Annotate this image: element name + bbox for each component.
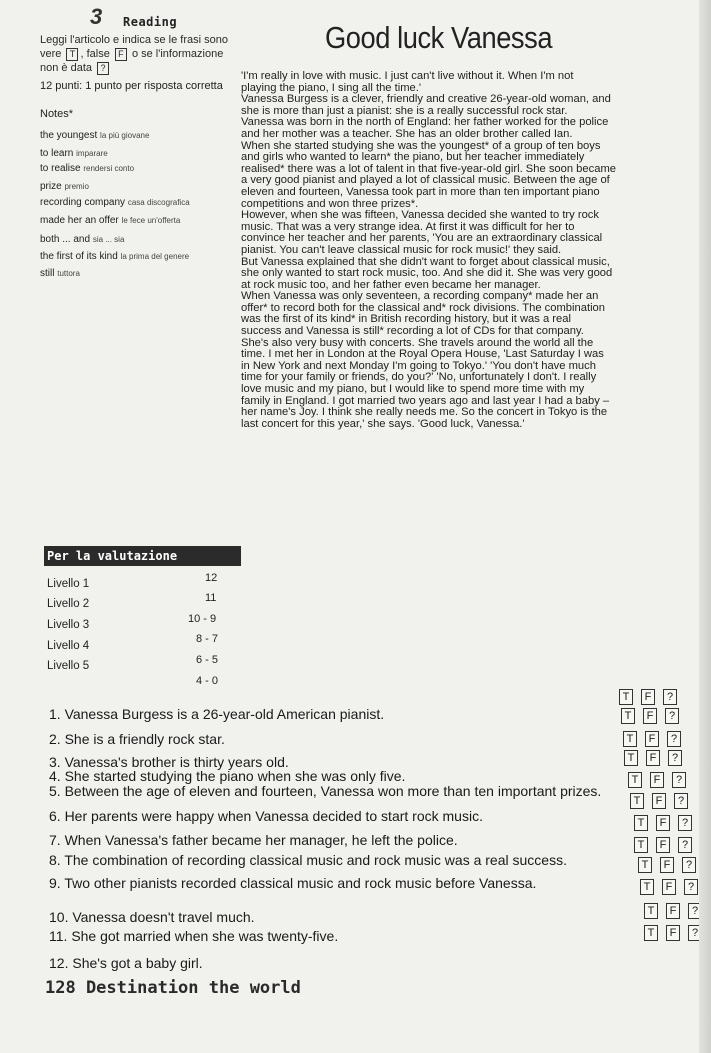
false-checkbox[interactable]: F [650, 772, 664, 788]
article-line: However, when she was fifteen, Vanessa decided she wanted to try rock [241, 209, 599, 222]
score-range: 10 - 9 [188, 613, 217, 625]
note-item: to learn imparare [40, 148, 108, 159]
answer-options [634, 837, 692, 853]
note-item: to realise rendersi conto [40, 163, 135, 174]
question-text: 8. The combination of recording classical music and rock music was a real success. [49, 852, 567, 868]
not-given-checkbox[interactable]: ? [682, 857, 696, 873]
score-range: 4 - 0 [196, 675, 219, 687]
not-given-checkbox[interactable]: ? [688, 903, 702, 919]
answer-options [638, 857, 696, 873]
article-line: music. That was a very strange idea. At first it was difficult for her to [241, 220, 575, 233]
question-text: 9. Two other pianists recorded classical music and rock music before Vanessa. [49, 875, 537, 891]
true-checkbox[interactable]: T [624, 750, 638, 766]
instructions [40, 33, 240, 75]
question-text: 6. Her parents were happy when Vanessa decided to start rock music. [49, 808, 483, 824]
article-line: in New York and next Monday I'm going to Tokyo.' 'You don't have much [241, 359, 596, 372]
instructions-text-2: o se l'informazione non è data [40, 48, 224, 74]
article-line: success and Vanessa is still* recording a lot of CDs for that company. [241, 325, 584, 338]
footer-page-title: 128 Destination the world [45, 978, 301, 998]
false-checkbox[interactable]: F [646, 750, 660, 766]
false-checkbox[interactable]: F [652, 793, 666, 809]
true-checkbox[interactable]: T [628, 772, 642, 788]
article-title: Good luck Vanessa [325, 20, 553, 55]
article-line: competitions and won three prizes*. [241, 197, 419, 210]
question-text: 5. Between the age of eleven and fourteen, Vanessa won more than ten important prizes. [49, 783, 602, 799]
note-item: recording company casa discografica [40, 197, 190, 208]
article-body [241, 71, 661, 430]
true-checkbox[interactable]: T [638, 857, 652, 873]
answer-options [628, 772, 686, 788]
section-number: 3 [90, 4, 103, 29]
article-line: 'I'm really in love with music. I just can't live without it. When I'm not [241, 70, 574, 82]
question-text: 2. She is a friendly rock star. [49, 731, 225, 747]
true-checkbox[interactable]: T [630, 793, 644, 809]
article-line: convince her teacher and her parents, 'You are an extraordinary classical [241, 232, 603, 245]
true-checkbox[interactable]: T [644, 925, 658, 941]
true-checkbox[interactable]: T [621, 708, 635, 724]
article-line: playing the piano, I sing all the time.' [241, 81, 421, 94]
instructions-text: Leggi l'articolo e indica se le frasi sono vere [40, 34, 228, 60]
article-line: But Vanessa explained that she didn't want to forget about classical music, [241, 255, 610, 268]
article-line: at rock music too, and her father even became her manager. [241, 278, 541, 291]
false-checkbox[interactable]: F [662, 879, 676, 895]
article-line: realised* there was a lot of talent in that five-year-old girl. She soon became [241, 162, 616, 175]
score-range: 8 - 7 [196, 633, 219, 645]
true-checkbox[interactable]: T [644, 903, 658, 919]
not-given-checkbox[interactable]: ? [667, 731, 681, 747]
article-line: When Vanessa was only seventeen, a recording company* made her an [241, 290, 599, 303]
article-line: pianist. You can't leave classical music for rock music!' they said. [241, 243, 562, 256]
article-line: When she started studying she was the youngest* of a group of ten boys [241, 139, 601, 152]
article-line: time for your family or friends, do you?' 'No, unfortunately I don't. I really [241, 371, 597, 384]
level-label: Livello 5 [47, 660, 90, 672]
valutazione-title: Per la valutazione [44, 546, 241, 566]
article-line: her name's Joy. I think she really needs me. So the concert in Tokyo is the [241, 406, 608, 419]
page-edge [699, 0, 711, 1053]
article-line: a very good pianist and played a lot of classical music. Between the age of [241, 174, 610, 187]
answer-options [630, 793, 688, 809]
score-range: 12 [205, 572, 218, 584]
question-text: 1. Vanessa Burgess is a 26-year-old American pianist. [49, 706, 385, 722]
false-checkbox[interactable]: F [641, 689, 655, 705]
article-line: and girls who wanted to learn* the piano, but her teacher immediately [241, 151, 585, 164]
note-item: the youngest la più giovane [40, 130, 150, 141]
question-text: 11. She got married when she was twenty-five. [49, 928, 339, 944]
article-line: Vanessa was born in the north of England: her father worked for the police [241, 116, 609, 129]
not-given-checkbox[interactable]: ? [678, 837, 692, 853]
true-checkbox[interactable]: T [634, 815, 648, 831]
article-line: She's also very busy with concerts. She travels around the world all the [241, 336, 594, 349]
note-item: still tuttora [40, 268, 80, 279]
score-range: 11 [205, 592, 217, 604]
true-checkbox[interactable]: T [634, 837, 648, 853]
level-label: Livello 2 [47, 598, 90, 610]
true-checkbox[interactable]: T [619, 689, 633, 705]
answer-options [640, 879, 698, 895]
true-checkbox[interactable]: T [623, 731, 637, 747]
false-checkbox[interactable]: F [666, 903, 680, 919]
false-checkbox[interactable]: F [666, 925, 680, 941]
not-given-checkbox[interactable]: ? [668, 750, 682, 766]
false-checkbox[interactable]: F [645, 731, 659, 747]
note-item: the first of its kind la prima del genere [40, 251, 190, 262]
level-label: Livello 1 [47, 578, 90, 590]
false-label: , false [80, 48, 110, 60]
question-text: 4. She started studying the piano when she was only five. [49, 768, 406, 784]
not-given-checkbox[interactable]: ? [684, 879, 698, 895]
article-line: she is more than just a pianist: she is a really successful rock star. [241, 104, 568, 117]
note-item: made her an offer le fece un'offerta [40, 215, 181, 226]
not-given-checkbox[interactable]: ? [672, 772, 686, 788]
answer-options [644, 925, 702, 941]
question-text: 3. Vanessa's brother is thirty years old. [49, 754, 289, 770]
true-box: T [66, 48, 78, 61]
points-info: 12 punti: 1 punto per risposta corretta [40, 80, 223, 92]
answer-options [624, 750, 682, 766]
not-given-checkbox[interactable]: ? [665, 708, 679, 724]
answer-options [644, 903, 702, 919]
article-line: love music and my piano, but I would like to spend more time with my [241, 383, 585, 396]
question-text: 7. When Vanessa's father became her manager, he left the police. [49, 832, 458, 848]
question-text: 12. She's got a baby girl. [49, 955, 203, 971]
not-given-checkbox[interactable]: ? [663, 689, 677, 705]
note-item: both ... and sia ... sia [40, 234, 125, 245]
false-checkbox[interactable]: F [656, 837, 670, 853]
true-checkbox[interactable]: T [640, 879, 654, 895]
answer-options [634, 815, 692, 831]
answer-options [623, 731, 681, 747]
level-label: Livello 3 [47, 619, 90, 631]
article-line: eleven and fourteen, Vanessa took part in more than ten important piano [241, 185, 600, 198]
section-title: Reading [123, 15, 178, 29]
article-line: and her mother was a teacher. She has an older brother called Ian. [241, 127, 573, 140]
not-given-checkbox[interactable]: ? [688, 925, 702, 941]
level-label: Livello 4 [47, 640, 90, 652]
false-checkbox[interactable]: F [656, 815, 670, 831]
not-given-checkbox[interactable]: ? [678, 815, 692, 831]
article-line: last concert for this year,' she says. 'Good luck, Vanessa.' [241, 417, 525, 430]
false-checkbox[interactable]: F [643, 708, 657, 724]
article-line: time. I met her in London at the Royal Opera House, 'Last Saturday I was [241, 348, 604, 361]
unknown-box: ? [97, 62, 109, 75]
article-line: Vanessa Burgess is a clever, friendly and creative 26-year-old woman, and [241, 93, 611, 106]
false-checkbox[interactable]: F [660, 857, 674, 873]
article-line: she only wanted to start rock music, too. And she did it. She was very good [241, 267, 613, 280]
note-item: prize premio [40, 181, 89, 192]
notes-title: Notes* [40, 108, 74, 120]
not-given-checkbox[interactable]: ? [674, 793, 688, 809]
false-box: F [115, 48, 127, 61]
article-line: was the first of its kind* in British recording history, but it was a real [241, 313, 571, 326]
question-text: 10. Vanessa doesn't travel much. [49, 909, 255, 925]
answer-options [621, 708, 679, 724]
score-range: 6 - 5 [196, 654, 219, 666]
article-line: offer* to record both for the classical and* rock divisions. The combination [241, 301, 605, 314]
article-line: family in England. I got married two years ago and last year I had a baby – [241, 394, 610, 407]
answer-options [619, 689, 677, 705]
